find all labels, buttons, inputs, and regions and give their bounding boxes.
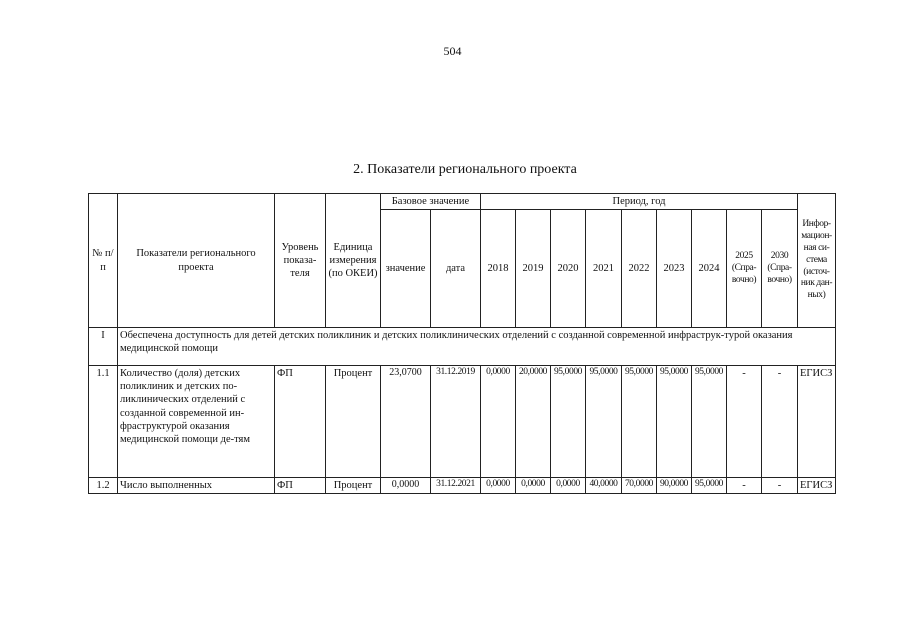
row-unit: Процент — [326, 366, 381, 478]
row-num: 1.1 — [89, 366, 118, 478]
row-base-value: 23,0700 — [381, 366, 431, 478]
row-base-date: 31.12.2021 — [431, 478, 481, 494]
row-value-2023: 90,0000 — [657, 478, 692, 494]
header-indicator: Показатели регионального проекта — [118, 194, 275, 328]
header-unit: Единица измерения (по ОКЕИ) — [326, 194, 381, 328]
page-number: 504 — [443, 44, 462, 58]
row-value-2020: 0,0000 — [551, 478, 586, 494]
header-level: Уровень показа-теля — [275, 194, 326, 328]
row-level: ФП — [275, 478, 326, 494]
header-year-2025: 2025 (Спра-вочно) — [727, 210, 762, 328]
header-row-1 — [89, 194, 836, 210]
header-year-2018: 2018 — [481, 210, 516, 328]
row-base-value: 0,0000 — [381, 478, 431, 494]
row-unit: Процент — [326, 478, 381, 494]
header-num: № п/п — [89, 194, 118, 328]
section-row — [89, 328, 836, 366]
row-level: ФП — [275, 366, 326, 478]
row-value-2018: 0,0000 — [481, 478, 516, 494]
table-row — [89, 366, 836, 478]
row-base-date: 31.12.2019 — [431, 366, 481, 478]
section-text: Обеспечена доступность для детей детских поликлиник и детских поликлинических отделений с созданной современной инфраструк-турой оказания медицинской помощи — [118, 328, 836, 366]
header-year-2022: 2022 — [622, 210, 657, 328]
header-base-group: Базовое значение — [381, 194, 481, 210]
row-info-system: ЕГИСЗ — [798, 366, 836, 478]
header-base-date: дата — [431, 210, 481, 328]
row-info-system: ЕГИСЗ — [798, 478, 836, 494]
row-value-2030: - — [762, 478, 798, 494]
header-year-2020: 2020 — [551, 210, 586, 328]
row-value-2019: 0,0000 — [516, 478, 551, 494]
header-base-value: значение — [381, 210, 431, 328]
header-info-system: Инфор-мацион-ная си-стема (источ-ник дан-ных) — [798, 194, 836, 328]
header-year-2021: 2021 — [586, 210, 622, 328]
row-num: 1.2 — [89, 478, 118, 494]
header-year-2024: 2024 — [692, 210, 727, 328]
header-year-2030: 2030 (Спра-вочно) — [762, 210, 798, 328]
row-value-2025: - — [727, 366, 762, 478]
row-value-2018: 0,0000 — [481, 366, 516, 478]
header-year-2023: 2023 — [657, 210, 692, 328]
row-value-2019: 20,0000 — [516, 366, 551, 478]
table-row — [89, 478, 836, 494]
row-value-2022: 70,0000 — [622, 478, 657, 494]
row-value-2024: 95,0000 — [692, 366, 727, 478]
header-year-2019: 2019 — [516, 210, 551, 328]
row-value-2022: 95,0000 — [622, 366, 657, 478]
section-num: I — [89, 328, 118, 366]
row-value-2020: 95,0000 — [551, 366, 586, 478]
row-value-2023: 95,0000 — [657, 366, 692, 478]
row-value-2030: - — [762, 366, 798, 478]
row-indicator: Количество (доля) детских поликлиник и детских по-ликлинических отделений с созданной современной ин-фраструктурой оказания медицинской помощи де-тям — [118, 366, 275, 478]
indicators-table — [88, 193, 836, 494]
header-period-group: Период, год — [481, 194, 798, 210]
row-value-2021: 95,0000 — [586, 366, 622, 478]
row-indicator: Число выполненных — [118, 478, 275, 494]
row-value-2025: - — [727, 478, 762, 494]
row-value-2024: 95,0000 — [692, 478, 727, 494]
row-value-2021: 40,0000 — [586, 478, 622, 494]
section-title: 2. Показатели регионального проекта — [353, 162, 577, 177]
